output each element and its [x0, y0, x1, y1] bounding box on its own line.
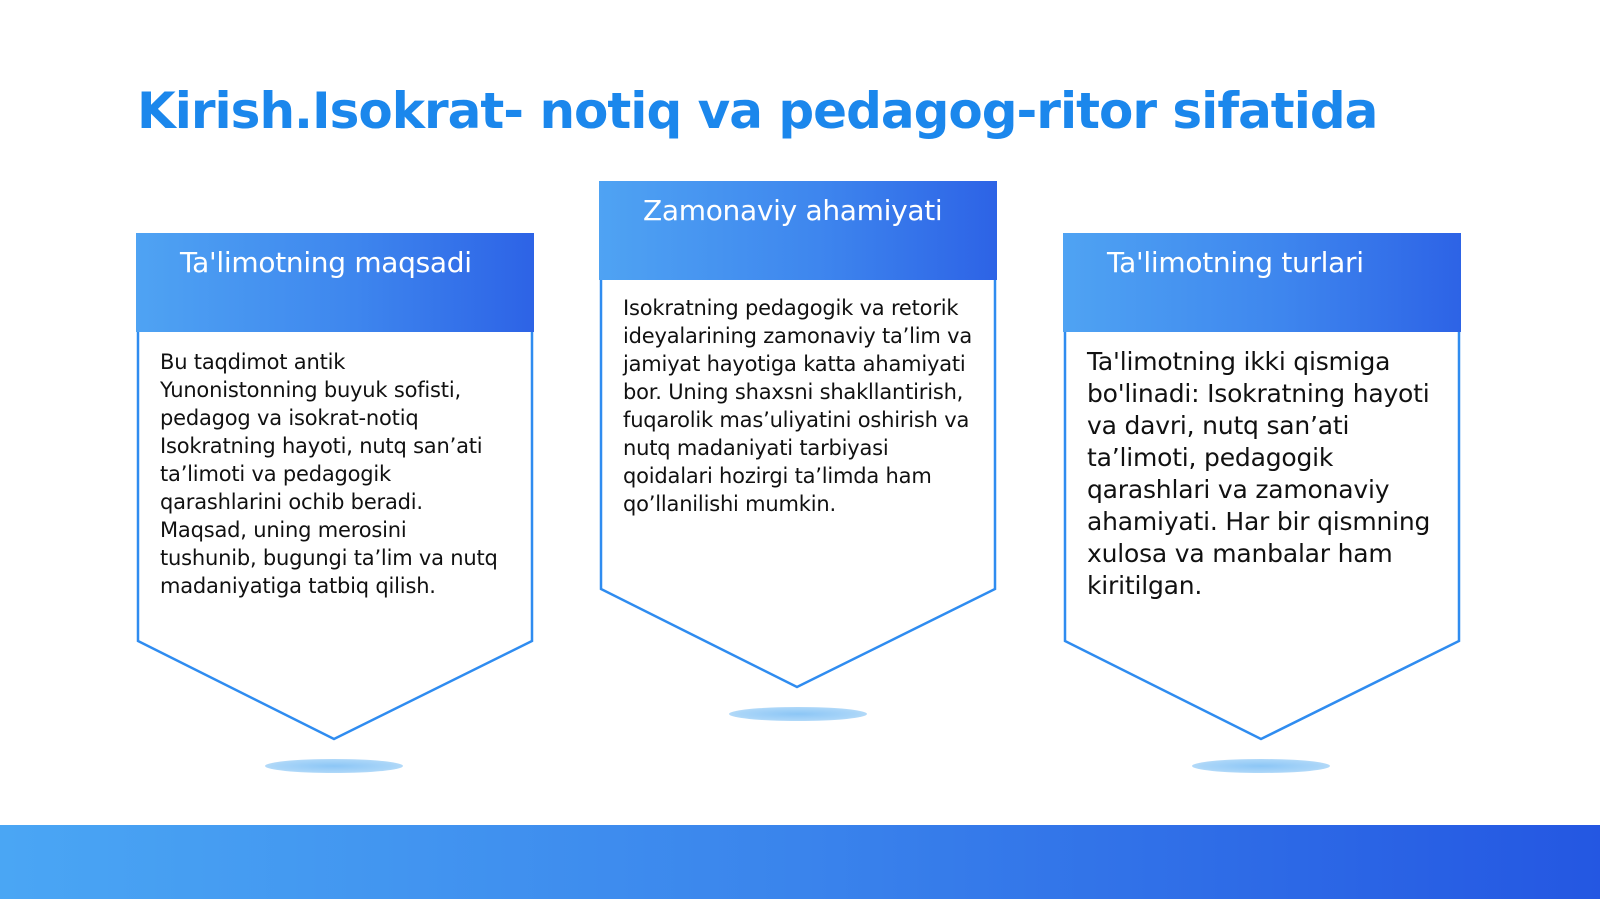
card-heading: Zamonaviy ahamiyati — [643, 194, 943, 227]
card-heading: Ta'limotning turlari — [1107, 246, 1364, 279]
card-body-text: Ta'limotning ikki qismiga bo'linadi: Isokratning hayoti va davri, nutq san’ati ta’limoti, pedagogik qarashlari va zamonaviy ahamiyati. Har bir qismning xulosa va manbalar ham kiritilgan. — [1087, 347, 1431, 600]
card-shadow — [729, 707, 867, 721]
slide-title: Kirish.Isokrat- notiq va pedagog-ritor sifatida — [137, 82, 1378, 140]
card-header — [136, 233, 534, 332]
card-heading: Ta'limotning maqsadi — [180, 246, 472, 279]
card-header — [599, 181, 997, 280]
card-body-text: Bu taqdimot antik Yunonistonning buyuk sofisti, pedagog va isokrat-notiq Isokratning hayoti, nutq san’ati ta’limoti va pedagogik qarashlarini ochib beradi. Maqsad, uning merosini tushunib, bugungi ta’lim va nutq madaniyatiga tatbiq qilish. — [160, 350, 498, 598]
card-shadow — [1192, 759, 1330, 773]
card-header — [1063, 233, 1461, 332]
card-shadow — [265, 759, 403, 773]
card-body-text: Isokratning pedagogik va retorik ideyalarining zamonaviy ta’lim va jamiyat hayotiga katta ahamiyati bor. Uning shaxsni shakllantirish, fuqarolik mas’uliyatini oshirish va nutq madaniyati tarbiyasi qoidalari hozirgi ta’limda ham qo’llanilishi mumkin. — [623, 296, 973, 516]
footer-bar — [0, 825, 1600, 899]
